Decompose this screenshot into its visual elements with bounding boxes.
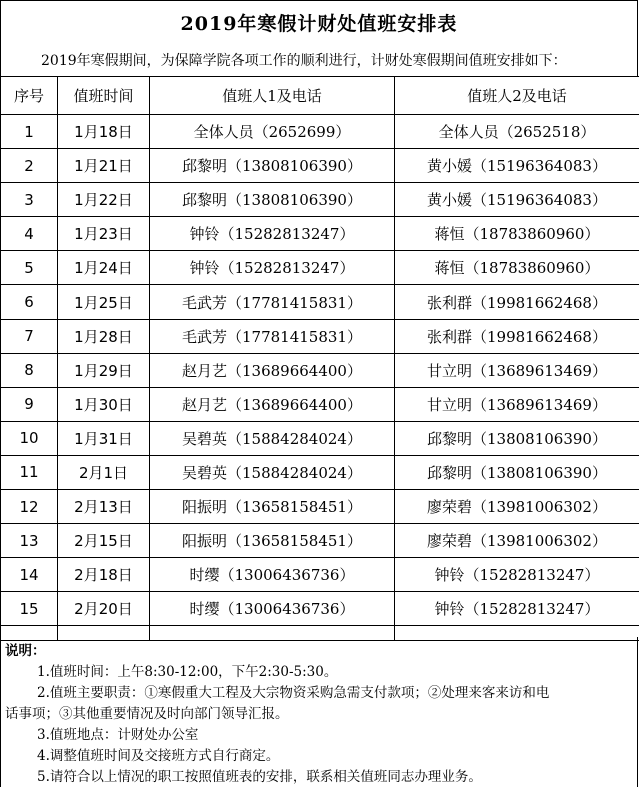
row-person1: 毛武芳（17781415831） xyxy=(150,285,395,319)
row-duty-date: 1月24日 xyxy=(58,251,150,285)
row-person2: 张利群（19981662468） xyxy=(395,319,639,353)
row-person2: 蒋恒（18783860960） xyxy=(395,251,639,285)
row-duty-date: 2月13日 xyxy=(58,490,150,524)
row-serial-no: 3 xyxy=(1,183,58,217)
table-row xyxy=(1,149,639,183)
note-item-5: 5.请符合以上情况的职工按照值班表的安排，联系相关值班同志办理业务。 xyxy=(1,767,637,788)
row-person2: 钟铃（15282813247） xyxy=(395,558,639,592)
row-duty-date: 1月22日 xyxy=(58,183,150,217)
row-person1: 邱黎明（13808106390） xyxy=(150,183,395,217)
table-row xyxy=(1,353,639,387)
note-item-3: 3.值班地点：计财处办公室 xyxy=(1,725,637,746)
row-duty-date: 1月25日 xyxy=(58,285,150,319)
row-person1: 邱黎明（13808106390） xyxy=(150,149,395,183)
row-person2: 邱黎明（13808106390） xyxy=(395,421,639,455)
row-person1: 赵月艺（13689664400） xyxy=(150,387,395,421)
row-duty-date: 1月23日 xyxy=(58,217,150,251)
table-row xyxy=(1,455,639,489)
row-duty-date: 2月1日 xyxy=(58,455,150,489)
row-person1: 钟铃（15282813247） xyxy=(150,251,395,285)
row-person1: 钟铃（15282813247） xyxy=(150,217,395,251)
row-person2: 黄小媛（15196364083） xyxy=(395,183,639,217)
duty-table-body xyxy=(1,115,639,641)
row-duty-date: 1月18日 xyxy=(58,115,150,149)
table-row xyxy=(1,183,639,217)
row-serial-no: 6 xyxy=(1,285,58,319)
row-serial-no: 13 xyxy=(1,524,58,558)
row-person1: 时缨（13006436736） xyxy=(150,558,395,592)
row-serial-no: 14 xyxy=(1,558,58,592)
row-person1: 吴碧英（15884284024） xyxy=(150,421,395,455)
note-item-2b: 话事项；③其他重要情况及时向部门领导汇报。 xyxy=(1,704,637,725)
row-serial-no: 4 xyxy=(1,217,58,251)
note-item-4: 4.调整值班时间及交接班方式自行商定。 xyxy=(1,746,637,767)
row-person2: 甘立明（13689613469） xyxy=(395,353,639,387)
row-person1: 阳振明（13658158451） xyxy=(150,524,395,558)
row-serial-no: 8 xyxy=(1,353,58,387)
row-duty-date: 1月30日 xyxy=(58,387,150,421)
row-person2: 蒋恒（18783860960） xyxy=(395,217,639,251)
page-title: 2019年寒假计财处值班安排表 xyxy=(0,0,638,44)
row-person1: 吴碧英（15884284024） xyxy=(150,455,395,489)
row-person2: 钟铃（15282813247） xyxy=(395,592,639,626)
row-serial-no: 7 xyxy=(1,319,58,353)
table-row xyxy=(1,421,639,455)
row-serial-no: 10 xyxy=(1,421,58,455)
row-duty-date: 2月15日 xyxy=(58,524,150,558)
row-serial-no: 1 xyxy=(1,115,58,149)
table-row xyxy=(1,319,639,353)
header-person1: 值班人1及电话 xyxy=(150,77,395,115)
notes-section xyxy=(0,637,638,787)
row-serial-no: 2 xyxy=(1,149,58,183)
table-header-row xyxy=(1,77,639,115)
row-serial-no: 5 xyxy=(1,251,58,285)
table-row xyxy=(1,285,639,319)
table-row xyxy=(1,524,639,558)
row-duty-date: 2月20日 xyxy=(58,592,150,626)
row-person2: 邱黎明（13808106390） xyxy=(395,455,639,489)
table-row xyxy=(1,490,639,524)
row-duty-date: 1月31日 xyxy=(58,421,150,455)
header-serial-no: 序号 xyxy=(1,77,58,115)
row-serial-no: 15 xyxy=(1,592,58,626)
row-person1: 全体人员（2652699） xyxy=(150,115,395,149)
table-row xyxy=(1,558,639,592)
notes-heading: 说明： xyxy=(1,641,637,662)
row-person1: 赵月艺（13689664400） xyxy=(150,353,395,387)
row-duty-date: 2月18日 xyxy=(58,558,150,592)
duty-table xyxy=(0,76,639,641)
note-item-2a: 2.值班主要职责：①寒假重大工程及大宗物资采购急需支付款项；②处理来客来访和电 xyxy=(1,683,637,704)
row-person1: 阳振明（13658158451） xyxy=(150,490,395,524)
row-person1: 时缨（13006436736） xyxy=(150,592,395,626)
row-serial-no: 9 xyxy=(1,387,58,421)
header-duty-date: 值班时间 xyxy=(58,77,150,115)
row-person2: 廖荣碧（13981006302） xyxy=(395,490,639,524)
row-person2: 全体人员（2652518） xyxy=(395,115,639,149)
note-item-1: 1.值班时间：上午8:30-12:00，下午2:30-5:30。 xyxy=(1,662,637,683)
table-row xyxy=(1,387,639,421)
intro-text: 2019年寒假期间，为保障学院各项工作的顺利进行，计财处寒假期间值班安排如下： xyxy=(0,44,638,76)
header-person2: 值班人2及电话 xyxy=(395,77,639,115)
row-serial-no: 12 xyxy=(1,490,58,524)
row-serial-no: 11 xyxy=(1,455,58,489)
table-row xyxy=(1,251,639,285)
row-person2: 廖荣碧（13981006302） xyxy=(395,524,639,558)
row-person2: 甘立明（13689613469） xyxy=(395,387,639,421)
row-duty-date: 1月29日 xyxy=(58,353,150,387)
row-person2: 黄小媛（15196364083） xyxy=(395,149,639,183)
table-row xyxy=(1,115,639,149)
row-duty-date: 1月28日 xyxy=(58,319,150,353)
row-duty-date: 1月21日 xyxy=(58,149,150,183)
table-row xyxy=(1,217,639,251)
row-person1: 毛武芳（17781415831） xyxy=(150,319,395,353)
table-row xyxy=(1,592,639,626)
row-person2: 张利群（19981662468） xyxy=(395,285,639,319)
